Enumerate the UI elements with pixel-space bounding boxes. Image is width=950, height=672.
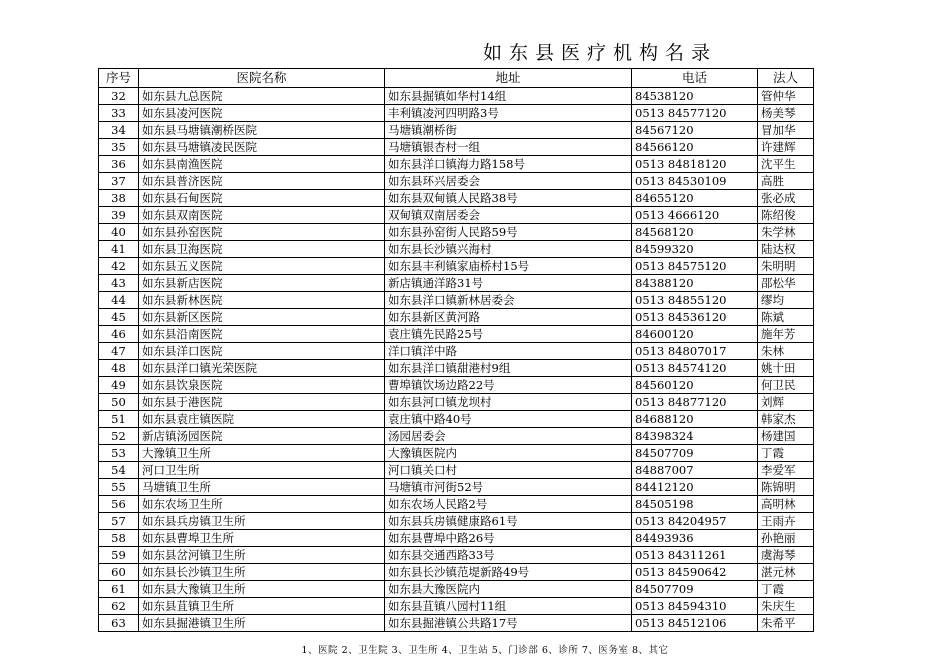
cell-address: 如东县兵房镇健康路61号 bbox=[385, 513, 632, 530]
cell-institution-name: 如东县苴镇卫生所 bbox=[139, 598, 385, 615]
cell-legal-person: 杨美琴 bbox=[758, 105, 814, 122]
cell-legal-person: 湛元林 bbox=[758, 564, 814, 581]
cell-institution-name: 如东县马塘镇凌民医院 bbox=[139, 139, 385, 156]
cell-index: 61 bbox=[99, 581, 139, 598]
cell-institution-name: 如东县岔河镇卫生所 bbox=[139, 547, 385, 564]
cell-legal-person: 丁霞 bbox=[758, 445, 814, 462]
cell-institution-name: 马塘镇卫生所 bbox=[139, 479, 385, 496]
cell-index: 38 bbox=[99, 190, 139, 207]
cell-phone: 0513 84807017 bbox=[632, 343, 758, 360]
table-row bbox=[99, 530, 814, 547]
cell-index: 33 bbox=[99, 105, 139, 122]
page-title: 如东县医疗机构名录 bbox=[482, 42, 717, 64]
cell-legal-person: 陈绍俊 bbox=[758, 207, 814, 224]
table-row bbox=[99, 598, 814, 615]
cell-institution-name: 如东县石甸医院 bbox=[139, 190, 385, 207]
cell-index: 63 bbox=[99, 615, 139, 632]
cell-address: 如东县掘镇如华村14组 bbox=[385, 88, 632, 105]
cell-phone: 84655120 bbox=[632, 190, 758, 207]
cell-legal-person: 王雨卉 bbox=[758, 513, 814, 530]
cell-legal-person: 陈锦明 bbox=[758, 479, 814, 496]
table-row bbox=[99, 547, 814, 564]
cell-index: 36 bbox=[99, 156, 139, 173]
table-row bbox=[99, 394, 814, 411]
table-row bbox=[99, 428, 814, 445]
cell-legal-person: 高明林 bbox=[758, 496, 814, 513]
cell-index: 54 bbox=[99, 462, 139, 479]
cell-phone: 0513 84536120 bbox=[632, 309, 758, 326]
cell-address: 袁庄镇中路40号 bbox=[385, 411, 632, 428]
table-row bbox=[99, 360, 814, 377]
cell-index: 47 bbox=[99, 343, 139, 360]
cell-address: 如东县环兴居委会 bbox=[385, 173, 632, 190]
cell-address: 双甸镇双南居委会 bbox=[385, 207, 632, 224]
cell-index: 51 bbox=[99, 411, 139, 428]
cell-index: 55 bbox=[99, 479, 139, 496]
column-header-index: 序号 bbox=[99, 69, 139, 88]
cell-institution-name: 如东县长沙镇卫生所 bbox=[139, 564, 385, 581]
cell-institution-name: 大豫镇卫生所 bbox=[139, 445, 385, 462]
cell-phone: 84887007 bbox=[632, 462, 758, 479]
table-row bbox=[99, 581, 814, 598]
cell-index: 39 bbox=[99, 207, 139, 224]
cell-institution-name: 如东县饮泉医院 bbox=[139, 377, 385, 394]
cell-institution-name: 如东县兵房镇卫生所 bbox=[139, 513, 385, 530]
cell-index: 48 bbox=[99, 360, 139, 377]
cell-address: 如东县河口镇龙坝村 bbox=[385, 394, 632, 411]
table-row bbox=[99, 462, 814, 479]
cell-index: 60 bbox=[99, 564, 139, 581]
cell-address: 如东县长沙镇范堤新路49号 bbox=[385, 564, 632, 581]
table-row bbox=[99, 173, 814, 190]
cell-index: 37 bbox=[99, 173, 139, 190]
cell-institution-name: 如东县大豫镇卫生所 bbox=[139, 581, 385, 598]
cell-institution-name: 如东县新林医院 bbox=[139, 292, 385, 309]
table-row bbox=[99, 122, 814, 139]
cell-phone: 84507709 bbox=[632, 581, 758, 598]
cell-address: 如东县丰利镇家庙桥村15号 bbox=[385, 258, 632, 275]
cell-institution-name: 如东县新区医院 bbox=[139, 309, 385, 326]
cell-address: 大豫镇医院内 bbox=[385, 445, 632, 462]
table-row bbox=[99, 224, 814, 241]
cell-phone: 0513 4666120 bbox=[632, 207, 758, 224]
cell-phone: 0513 84877120 bbox=[632, 394, 758, 411]
table-row bbox=[99, 615, 814, 632]
cell-index: 46 bbox=[99, 326, 139, 343]
table-row bbox=[99, 377, 814, 394]
cell-institution-name: 如东县卫海医院 bbox=[139, 241, 385, 258]
cell-address: 如东县曹埠中路26号 bbox=[385, 530, 632, 547]
cell-legal-person: 韩家杰 bbox=[758, 411, 814, 428]
cell-address: 洋口镇洋中路 bbox=[385, 343, 632, 360]
cell-legal-person: 朱希平 bbox=[758, 615, 814, 632]
table-row bbox=[99, 326, 814, 343]
cell-phone: 0513 84204957 bbox=[632, 513, 758, 530]
cell-index: 49 bbox=[99, 377, 139, 394]
table-row bbox=[99, 564, 814, 581]
cell-index: 59 bbox=[99, 547, 139, 564]
cell-legal-person: 高胜 bbox=[758, 173, 814, 190]
cell-index: 50 bbox=[99, 394, 139, 411]
cell-institution-name: 如东县孙窑医院 bbox=[139, 224, 385, 241]
cell-legal-person: 陆达权 bbox=[758, 241, 814, 258]
table-row bbox=[99, 105, 814, 122]
cell-phone: 84538120 bbox=[632, 88, 758, 105]
cell-legal-person: 沈平生 bbox=[758, 156, 814, 173]
cell-legal-person: 李爱军 bbox=[758, 462, 814, 479]
cell-index: 52 bbox=[99, 428, 139, 445]
cell-address: 如东县双甸镇人民路38号 bbox=[385, 190, 632, 207]
cell-institution-name: 如东县于港医院 bbox=[139, 394, 385, 411]
cell-address: 如东县大豫医院内 bbox=[385, 581, 632, 598]
table-header-row bbox=[99, 69, 814, 88]
table-row bbox=[99, 156, 814, 173]
cell-address: 河口镇关口村 bbox=[385, 462, 632, 479]
cell-index: 43 bbox=[99, 275, 139, 292]
cell-institution-name: 如东县沿南医院 bbox=[139, 326, 385, 343]
cell-index: 58 bbox=[99, 530, 139, 547]
cell-index: 62 bbox=[99, 598, 139, 615]
cell-index: 56 bbox=[99, 496, 139, 513]
cell-phone: 0513 84855120 bbox=[632, 292, 758, 309]
cell-phone: 84507709 bbox=[632, 445, 758, 462]
cell-address: 汤园居委会 bbox=[385, 428, 632, 445]
cell-legal-person: 孙艳丽 bbox=[758, 530, 814, 547]
column-header-name: 医院名称 bbox=[139, 69, 385, 88]
table-row bbox=[99, 496, 814, 513]
cell-phone: 84505198 bbox=[632, 496, 758, 513]
cell-phone: 0513 84818120 bbox=[632, 156, 758, 173]
cell-phone: 84599320 bbox=[632, 241, 758, 258]
cell-phone: 84567120 bbox=[632, 122, 758, 139]
cell-address: 马塘镇银杏村一组 bbox=[385, 139, 632, 156]
cell-phone: 84412120 bbox=[632, 479, 758, 496]
cell-phone: 0513 84594310 bbox=[632, 598, 758, 615]
cell-phone: 84398324 bbox=[632, 428, 758, 445]
cell-institution-name: 如东县曹埠卫生所 bbox=[139, 530, 385, 547]
cell-address: 如东县交通西路33号 bbox=[385, 547, 632, 564]
cell-legal-person: 朱学林 bbox=[758, 224, 814, 241]
cell-address: 马塘镇市河街52号 bbox=[385, 479, 632, 496]
category-legend-footnote: 1、医院 2、卫生院 3、卫生所 4、卫生站 5、门诊部 6、诊所 7、医务室 8、其它 bbox=[301, 645, 669, 656]
cell-legal-person: 朱明明 bbox=[758, 258, 814, 275]
cell-address: 丰利镇凌河四明路3号 bbox=[385, 105, 632, 122]
cell-institution-name: 如东县洋口医院 bbox=[139, 343, 385, 360]
cell-index: 53 bbox=[99, 445, 139, 462]
cell-phone: 84560120 bbox=[632, 377, 758, 394]
cell-legal-person: 虞海琴 bbox=[758, 547, 814, 564]
cell-address: 如东县洋口镇甜港村9组 bbox=[385, 360, 632, 377]
cell-legal-person: 陈斌 bbox=[758, 309, 814, 326]
cell-phone: 0513 84575120 bbox=[632, 258, 758, 275]
cell-index: 32 bbox=[99, 88, 139, 105]
table-row bbox=[99, 343, 814, 360]
cell-address: 新店镇通洋路31号 bbox=[385, 275, 632, 292]
table-row bbox=[99, 190, 814, 207]
table-row bbox=[99, 411, 814, 428]
cell-phone: 84493936 bbox=[632, 530, 758, 547]
cell-legal-person: 施年芳 bbox=[758, 326, 814, 343]
cell-institution-name: 如东县南渔医院 bbox=[139, 156, 385, 173]
cell-institution-name: 如东农场卫生所 bbox=[139, 496, 385, 513]
cell-address: 曹埠镇饮场边路22号 bbox=[385, 377, 632, 394]
cell-phone: 84568120 bbox=[632, 224, 758, 241]
cell-legal-person: 刘辉 bbox=[758, 394, 814, 411]
table-row bbox=[99, 258, 814, 275]
cell-index: 40 bbox=[99, 224, 139, 241]
table-row bbox=[99, 479, 814, 496]
column-header-address: 地址 bbox=[385, 69, 632, 88]
cell-address: 如东县掘港镇公共路17号 bbox=[385, 615, 632, 632]
cell-legal-person: 杨建国 bbox=[758, 428, 814, 445]
cell-index: 45 bbox=[99, 309, 139, 326]
cell-address: 如东县洋口镇海力路158号 bbox=[385, 156, 632, 173]
cell-legal-person: 许建辉 bbox=[758, 139, 814, 156]
cell-address: 马塘镇潮桥街 bbox=[385, 122, 632, 139]
cell-institution-name: 如东县新店医院 bbox=[139, 275, 385, 292]
cell-legal-person: 丁霞 bbox=[758, 581, 814, 598]
table-row bbox=[99, 139, 814, 156]
institution-table bbox=[98, 68, 814, 632]
cell-address: 如东农场人民路2号 bbox=[385, 496, 632, 513]
cell-phone: 0513 84530109 bbox=[632, 173, 758, 190]
cell-phone: 84566120 bbox=[632, 139, 758, 156]
cell-index: 35 bbox=[99, 139, 139, 156]
cell-address: 如东县洋口镇新林居委会 bbox=[385, 292, 632, 309]
cell-institution-name: 如东县五义医院 bbox=[139, 258, 385, 275]
cell-legal-person: 缪均 bbox=[758, 292, 814, 309]
cell-legal-person: 邵松华 bbox=[758, 275, 814, 292]
table-row bbox=[99, 309, 814, 326]
cell-address: 如东县苴镇八园村11组 bbox=[385, 598, 632, 615]
cell-phone: 84388120 bbox=[632, 275, 758, 292]
cell-legal-person: 姚十田 bbox=[758, 360, 814, 377]
cell-index: 44 bbox=[99, 292, 139, 309]
cell-phone: 0513 84577120 bbox=[632, 105, 758, 122]
cell-phone: 0513 84590642 bbox=[632, 564, 758, 581]
table-row bbox=[99, 445, 814, 462]
cell-institution-name: 如东县双南医院 bbox=[139, 207, 385, 224]
cell-phone: 84688120 bbox=[632, 411, 758, 428]
cell-address: 如东县长沙镇兴海村 bbox=[385, 241, 632, 258]
cell-legal-person: 张必成 bbox=[758, 190, 814, 207]
cell-legal-person: 管仲华 bbox=[758, 88, 814, 105]
cell-institution-name: 如东县马塘镇潮桥医院 bbox=[139, 122, 385, 139]
cell-institution-name: 如东县普济医院 bbox=[139, 173, 385, 190]
table-row bbox=[99, 275, 814, 292]
cell-institution-name: 如东县袁庄镇医院 bbox=[139, 411, 385, 428]
column-header-legal-person: 法人 bbox=[758, 69, 814, 88]
cell-institution-name: 新店镇汤园医院 bbox=[139, 428, 385, 445]
table-row bbox=[99, 241, 814, 258]
cell-address: 如东县孙窑街人民路59号 bbox=[385, 224, 632, 241]
cell-institution-name: 如东县九总医院 bbox=[139, 88, 385, 105]
cell-index: 57 bbox=[99, 513, 139, 530]
cell-index: 41 bbox=[99, 241, 139, 258]
cell-index: 34 bbox=[99, 122, 139, 139]
cell-legal-person: 朱庆生 bbox=[758, 598, 814, 615]
cell-address: 袁庄镇先民路25号 bbox=[385, 326, 632, 343]
cell-legal-person: 朱林 bbox=[758, 343, 814, 360]
cell-legal-person: 冒加华 bbox=[758, 122, 814, 139]
table-row bbox=[99, 88, 814, 105]
cell-index: 42 bbox=[99, 258, 139, 275]
cell-institution-name: 如东县凌河医院 bbox=[139, 105, 385, 122]
cell-phone: 84600120 bbox=[632, 326, 758, 343]
cell-phone: 0513 84574120 bbox=[632, 360, 758, 377]
cell-legal-person: 何卫民 bbox=[758, 377, 814, 394]
cell-phone: 0513 84311261 bbox=[632, 547, 758, 564]
cell-institution-name: 如东县洋口镇光荣医院 bbox=[139, 360, 385, 377]
cell-address: 如东县新区黄河路 bbox=[385, 309, 632, 326]
table-row bbox=[99, 292, 814, 309]
table-body bbox=[99, 88, 814, 632]
cell-institution-name: 如东县掘港镇卫生所 bbox=[139, 615, 385, 632]
table-row bbox=[99, 513, 814, 530]
column-header-phone: 电话 bbox=[632, 69, 758, 88]
table-row bbox=[99, 207, 814, 224]
cell-institution-name: 河口卫生所 bbox=[139, 462, 385, 479]
cell-phone: 0513 84512106 bbox=[632, 615, 758, 632]
